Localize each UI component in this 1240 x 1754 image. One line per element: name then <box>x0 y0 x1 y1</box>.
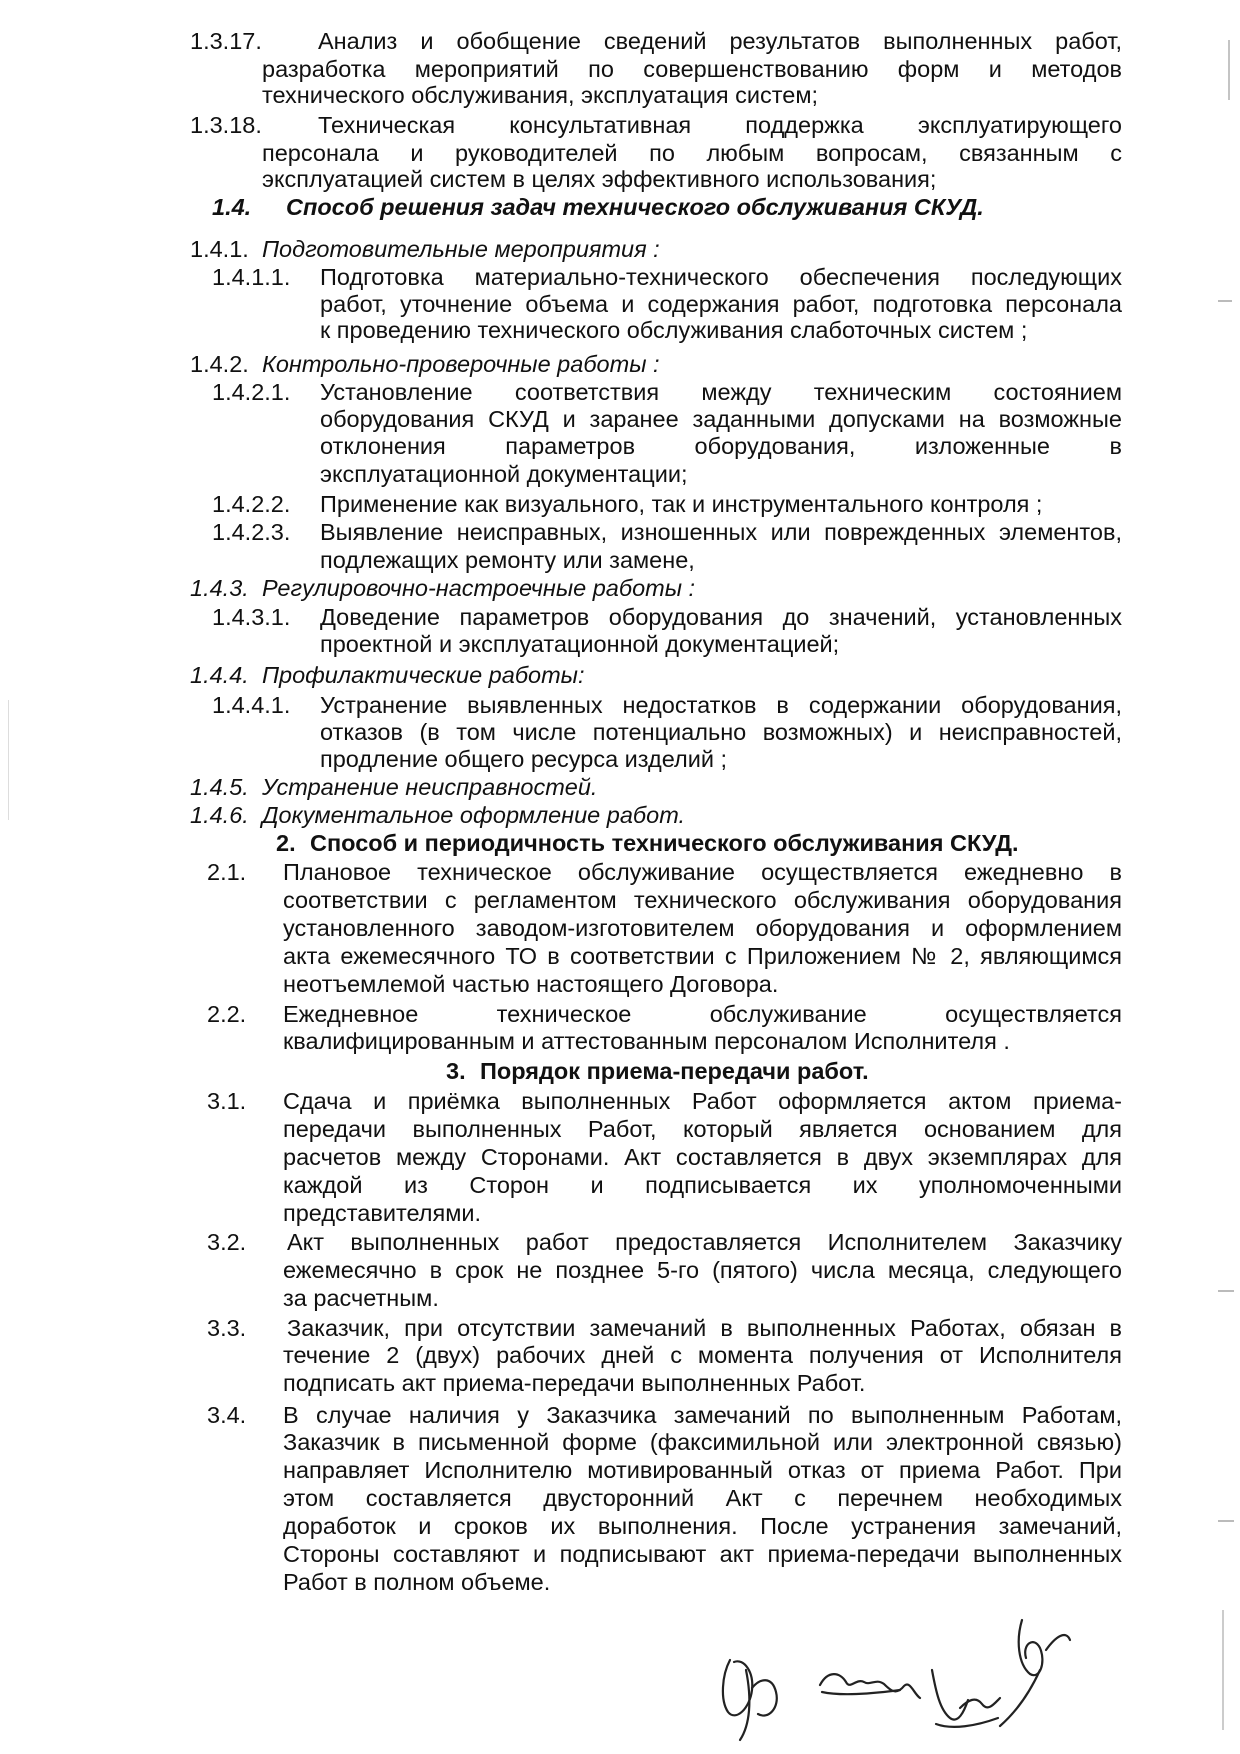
clause-number: 1.4.1.1. <box>212 264 291 290</box>
clause-text: эксплуатационной документации; <box>320 461 688 487</box>
clause-text: доработок и сроков их выполнения. После устранения замечаний, <box>283 1513 1122 1539</box>
section-title: Способ и периодичность технического обслуживания СКУД. <box>310 830 1019 856</box>
clause-text: установленного заводом-изготовителем оборудования и оформлением <box>283 915 1122 941</box>
clause-text: Плановое техническое обслуживание осуществляется ежедневно в <box>283 859 1122 885</box>
subsection-number: 1.4.1. <box>190 236 249 262</box>
section-number: 3. <box>446 1058 466 1084</box>
subsection-title: Документальное оформление работ. <box>262 802 686 828</box>
scan-edge-mark <box>1218 1520 1234 1522</box>
clause-number: 2.2. <box>207 1001 247 1027</box>
subsection-title: Контрольно-проверочные работы : <box>262 351 660 377</box>
scan-edge-mark <box>1222 1610 1224 1730</box>
clause-text: расчетов между Сторонами. Акт составляется в двух экземплярах для <box>283 1144 1122 1170</box>
subsection-number: 1.4.3. <box>190 575 249 601</box>
subsection-title: Устранение неисправностей. <box>262 774 598 800</box>
clause-text: Выявление неисправных, изношенных или поврежденных элементов, <box>320 519 1122 545</box>
clause-text: соответствии с регламентом технического обслуживания оборудования <box>283 887 1122 913</box>
clause-text: неотъемлемой частью настоящего Договора. <box>283 971 779 997</box>
clause-text: Установление соответствия между техническим состоянием <box>320 379 1122 405</box>
clause-text: отказов (в том числе потенциально возможных) и неисправностей, <box>320 719 1122 745</box>
clause-number: 1.4.3.1. <box>212 604 291 630</box>
clause-text: эксплуатацией систем в целях эффективного использования; <box>262 166 937 192</box>
scan-edge-mark <box>1218 1290 1234 1292</box>
subsection-number: 1.4.5. <box>190 774 249 800</box>
clause-text: Акт выполненных работ предоставляется Исполнителем Заказчику <box>287 1229 1122 1255</box>
clause-text: направляет Исполнителю мотивированный отказ от приема Работ. При <box>283 1457 1122 1483</box>
clause-text: проектной и эксплуатационной документацией; <box>320 631 840 657</box>
clause-text: Заказчик, при отсутствии замечаний в выполненных Работах, обязан в <box>287 1315 1122 1341</box>
clause-text: этом составляется двусторонний Акт с перечнем необходимых <box>283 1485 1122 1511</box>
subsection-title: Профилактические работы: <box>262 662 585 688</box>
clause-text: подписать акт приема-передачи выполненных Работ. <box>283 1370 866 1396</box>
clause-number: 3.3. <box>207 1315 247 1341</box>
clause-text: за расчетным. <box>283 1285 439 1311</box>
scan-edge-mark <box>1228 40 1230 100</box>
clause-text: Анализ и обобщение сведений результатов выполненных работ, <box>318 28 1122 54</box>
scan-edge-mark <box>8 700 9 820</box>
clause-text: В случае наличия у Заказчика замечаний по выполненным Работам, <box>283 1402 1122 1428</box>
clause-text: работ, уточнение объема и содержания работ, подготовка персонала <box>320 291 1122 317</box>
subsection-number: 1.4.4. <box>190 662 249 688</box>
clause-number: 3.1. <box>207 1088 247 1114</box>
clause-text: Доведение параметров оборудования до значений, установленных <box>320 604 1122 630</box>
clause-number: 1.3.18. <box>190 112 262 138</box>
section-number: 1.4. <box>212 194 252 220</box>
clause-text: Применение как визуального, так и инструментального контроля ; <box>320 491 1043 517</box>
clause-text: передачи выполненных Работ, который является основанием для <box>283 1116 1122 1142</box>
clause-number: 2.1. <box>207 859 247 885</box>
clause-text: подлежащих ремонту или замене, <box>320 547 695 573</box>
clause-number: 3.4. <box>207 1402 247 1428</box>
subsection-number: 1.4.2. <box>190 351 249 377</box>
clause-text: Устранение выявленных недостатков в содержании оборудования, <box>320 692 1122 718</box>
section-number: 2. <box>276 830 296 856</box>
handwritten-signatures-icon <box>700 1600 1120 1750</box>
clause-text: каждой из Сторон и подписывается их уполномоченными <box>283 1172 1122 1198</box>
clause-text: Заказчик в письменной форме (факсимильной или электронной связью) <box>283 1429 1122 1455</box>
section-title: Способ решения задач технического обслуживания СКУД. <box>286 194 984 220</box>
clause-text: персонала и руководителей по любым вопросам, связанным с <box>262 140 1122 166</box>
clause-text: Стороны составляют и подписывают акт приема-передачи выполненных <box>283 1541 1122 1567</box>
clause-number: 1.3.17. <box>190 28 262 54</box>
clause-number: 1.4.2.2. <box>212 491 291 517</box>
clause-text: разработка мероприятий по совершенствованию форм и методов <box>262 56 1122 82</box>
section-title: Порядок приема-передачи работ. <box>480 1058 869 1084</box>
subsection-number: 1.4.6. <box>190 802 249 828</box>
clause-text: Работ в полном объеме. <box>283 1569 551 1595</box>
clause-number: 1.4.4.1. <box>212 692 291 718</box>
clause-text: продление общего ресурса изделий ; <box>320 746 728 772</box>
clause-text: отклонения параметров оборудования, изложенные в <box>320 433 1122 459</box>
clause-text: Подготовка материально-технического обеспечения последующих <box>320 264 1122 290</box>
clause-number: 3.2. <box>207 1229 247 1255</box>
clause-text: Сдача и приёмка выполненных Работ оформляется актом приема- <box>283 1088 1122 1114</box>
clause-text: технического обслуживания, эксплуатация систем; <box>262 82 819 108</box>
clause-number: 1.4.2.1. <box>212 379 291 405</box>
clause-text: к проведению технического обслуживания слаботочных систем ; <box>320 317 1028 343</box>
clause-number: 1.4.2.3. <box>212 519 291 545</box>
clause-text: течение 2 (двух) рабочих дней с момента получения от Исполнителя <box>283 1342 1122 1368</box>
clause-text: представителями. <box>283 1200 482 1226</box>
subsection-title: Подготовительные мероприятия : <box>262 236 660 262</box>
scan-edge-mark <box>1218 300 1232 302</box>
clause-text: ежемесячно в срок не позднее 5-го (пятого) числа месяца, следующего <box>283 1257 1122 1283</box>
clause-text: квалифицированным и аттестованным персоналом Исполнителя . <box>283 1028 1010 1054</box>
clause-text: Ежедневное техническое обслуживание осуществляется <box>283 1001 1122 1027</box>
clause-text: оборудования СКУД и заранее заданными допусками на возможные <box>320 406 1122 432</box>
clause-text: акта ежемесячного ТО в соответствии с Приложением № 2, являющимся <box>283 943 1122 969</box>
clause-text: Техническая консультативная поддержка эксплуатирующего <box>318 112 1122 138</box>
subsection-title: Регулировочно-настроечные работы : <box>262 575 696 601</box>
